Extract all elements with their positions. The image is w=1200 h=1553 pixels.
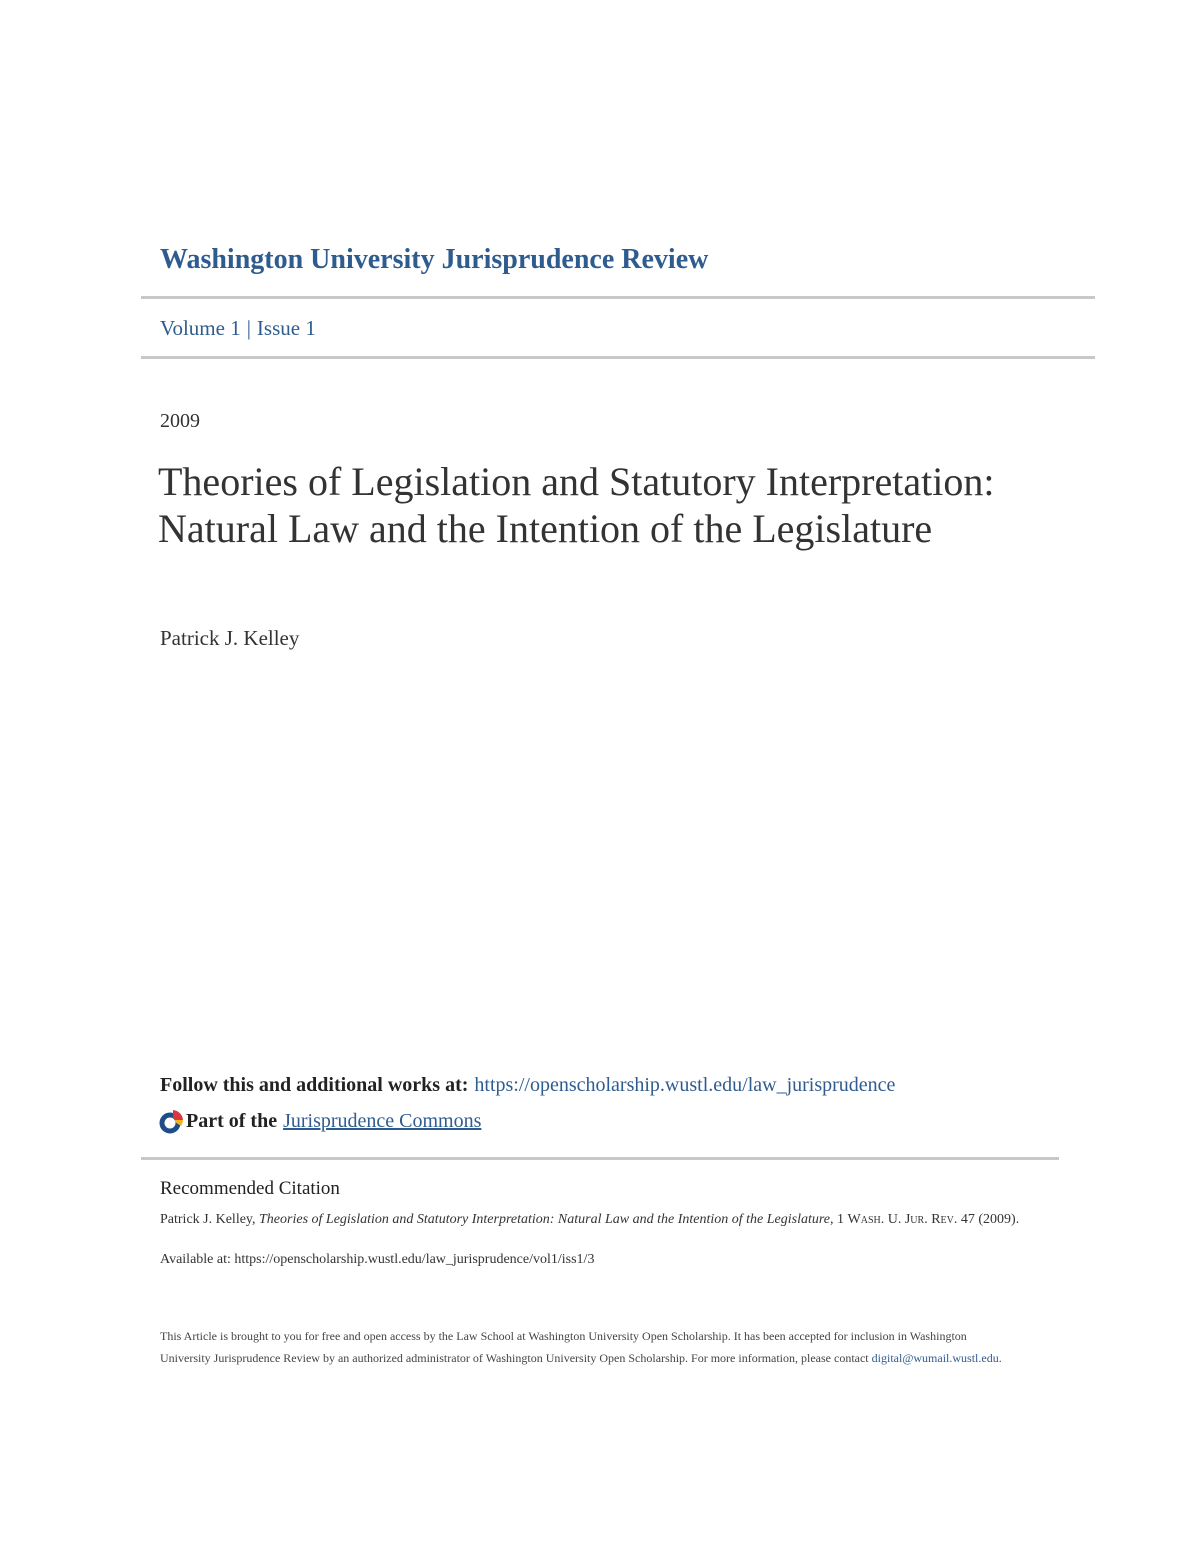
header-divider-top — [141, 296, 1095, 299]
citation-text — [160, 1209, 1020, 1230]
jurisprudence-commons-link[interactable]: Jurisprudence Commons — [283, 1109, 482, 1132]
follow-line — [160, 1074, 895, 1097]
part-of-label: Part of the — [186, 1109, 278, 1132]
available-label: Available at: — [160, 1252, 231, 1267]
available-url[interactable]: https://openscholarship.wustl.edu/law_jurisprudence/vol1/iss1/3 — [234, 1252, 595, 1267]
article-author[interactable]: Patrick J. Kelley — [160, 626, 300, 650]
publication-year: 2009 — [160, 410, 200, 432]
open-access-notice — [160, 1325, 1020, 1369]
follow-label: Follow this and additional works at: — [160, 1074, 469, 1096]
citation-title: Theories of Legislation and Statutory Interpretation: Natural Law and the Intention of the Legislature — [259, 1212, 831, 1227]
contact-email-link[interactable]: digital@wumail.wustl.edu — [871, 1351, 999, 1365]
citation-author: Patrick J. Kelley, — [160, 1212, 260, 1227]
available-at-line — [160, 1252, 594, 1268]
follow-url-link[interactable]: https://openscholarship.wustl.edu/law_jurisprudence — [474, 1074, 896, 1096]
header-divider-bottom — [141, 356, 1095, 359]
citation-source-a: , 1 — [830, 1212, 848, 1227]
bepress-commons-logo-icon — [158, 1108, 184, 1134]
notice-text: This Article is brought to you for free and open access by the Law School at Washington University Open Scholarship. It has been accepted for inclusion in Washington University Jurisprudence Review by an authorized administrator of Washington University Open Scholarship. For more information, please contact — [160, 1329, 967, 1365]
citation-divider — [141, 1157, 1059, 1160]
volume-issue — [160, 316, 316, 341]
recommended-citation-heading: Recommended Citation — [160, 1178, 340, 1199]
citation-journal-abbrev: Wash. U. Jur. Rev. — [847, 1212, 958, 1227]
volume-link[interactable]: Volume 1 — [160, 316, 241, 340]
issue-link[interactable]: Issue 1 — [256, 316, 316, 340]
article-title: Theories of Legislation and Statutory Interpretation: Natural Law and the Intention of the Legislature — [158, 459, 995, 551]
volume-issue-separator: | — [246, 316, 251, 340]
journal-title: Washington University Jurisprudence Review — [160, 244, 709, 275]
part-of-line — [158, 1108, 481, 1134]
notice-end: . — [998, 1351, 1002, 1365]
citation-source-c: 47 (2009). — [957, 1212, 1020, 1227]
